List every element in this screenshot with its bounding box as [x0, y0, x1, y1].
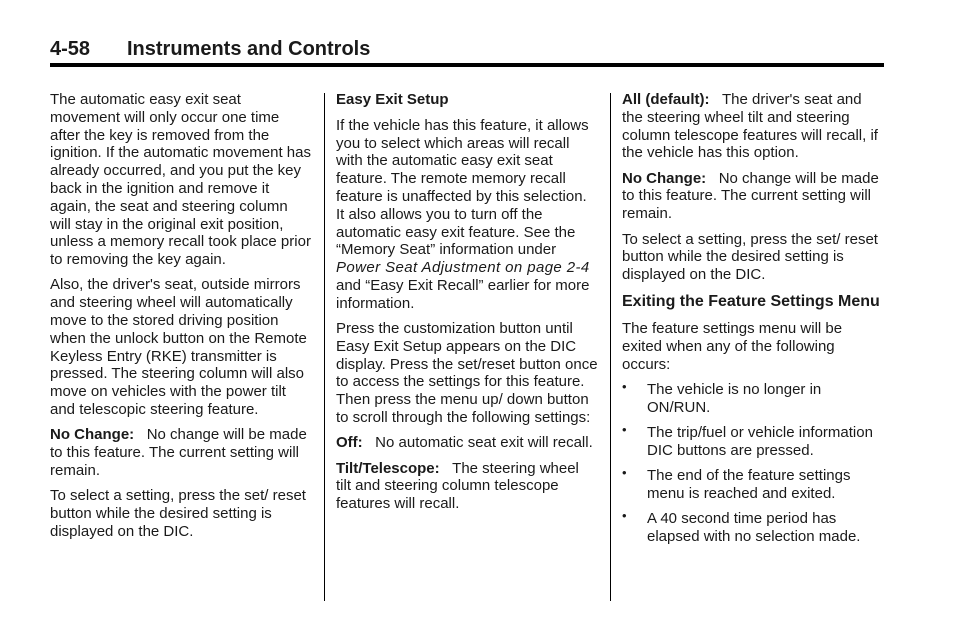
- paragraph: To select a setting, press the set/ reset button while the desired setting is displayed on the DIC.: [50, 487, 306, 540]
- subheading: Easy Exit Setup: [336, 91, 449, 108]
- bullet-icon: •: [622, 378, 627, 394]
- column-1: [50, 91, 312, 548]
- setting-description: The driver's seat and the steering wheel tilt and steering column telescope features will recall, if the vehicle has this option.: [622, 91, 878, 162]
- setting-description: No change will be made to this feature. The current setting will remain.: [50, 426, 307, 479]
- paragraph: [336, 460, 598, 513]
- bullet-icon: •: [622, 508, 627, 524]
- setting-label: All (default):: [622, 91, 710, 108]
- setting-label: No Change:: [622, 169, 707, 187]
- column-divider-1: [324, 93, 325, 601]
- paragraph: [622, 91, 884, 162]
- paragraph-text: If the vehicle has this feature, it allows you to select which areas will recall with the automatic easy exit seat feature. The remote memory recall feature is unaffected by this selection. It also allows you to turn off the automatic easy exit feature. See the “Memory Seat” information under: [336, 116, 589, 259]
- list-item: [622, 378, 884, 417]
- paragraph: [50, 426, 312, 479]
- page-header: [50, 38, 884, 62]
- setting-description: The steering wheel tilt and steering column telescope features will recall.: [336, 459, 579, 513]
- paragraph: [622, 170, 884, 223]
- header-rule: [50, 63, 884, 67]
- paragraph: The feature settings menu will be exited when any of the following occurs:: [622, 319, 843, 373]
- paragraph: To select a setting, press the set/ reset button while the desired setting is displayed on the DIC.: [622, 230, 878, 284]
- column-2: [336, 91, 598, 521]
- setting-label: No Change:: [50, 426, 135, 444]
- list-item: [622, 510, 884, 546]
- paragraph: Press the customization button until Easy Exit Setup appears on the DIC display. Press the set/reset button once to access the settings for this feature. Then press the menu up/ down button to scroll through the following settings:: [336, 320, 598, 427]
- list-item-text: The trip/fuel or vehicle information DIC buttons are pressed.: [647, 423, 873, 459]
- column-divider-2: [610, 93, 611, 601]
- bullet-icon: •: [622, 465, 627, 481]
- cross-reference: Power Seat Adjustment on page 2-4: [336, 259, 590, 277]
- paragraph: The automatic easy exit seat movement will only occur one time after the key is removed from the ignition. If the automatic movement has already occurred, and you put the key back in the ignition and remove it again, the seat and steering column will stay in the original exit position, unless a memory recall took place prior to removing the key again.: [50, 91, 311, 269]
- list-item: [622, 421, 884, 460]
- section-title: Instruments and Controls: [127, 38, 371, 60]
- setting-label: Tilt/Telescope:: [336, 459, 440, 477]
- bullet-list: [622, 378, 884, 546]
- list-item-text: The vehicle is no longer in ON/RUN.: [647, 380, 822, 416]
- list-item-text: A 40 second time period has elapsed with no selection made.: [647, 510, 861, 545]
- page-number: 4-58: [50, 38, 91, 60]
- setting-description: No automatic seat exit will recall.: [375, 434, 593, 452]
- paragraph: Also, the driver's seat, outside mirrors and steering wheel will automatically move to the stored driving position when the unlock button on the Remote Keyless Entry (RKE) transmitter is pressed. The steering column will also move on vehicles with the power tilt and telescopic steering feature.: [50, 276, 307, 419]
- paragraph-text: and “Easy Exit Recall” earlier for more information.: [336, 276, 590, 312]
- bullet-icon: •: [622, 421, 627, 437]
- paragraph: [336, 434, 598, 452]
- setting-label: Off:: [336, 434, 363, 452]
- column-3: [622, 91, 884, 553]
- setting-description: No change will be made to this feature. The current setting will remain.: [622, 169, 879, 223]
- section-heading: Exiting the Feature Settings Menu: [622, 292, 880, 310]
- list-item: [622, 467, 884, 503]
- paragraph: [336, 117, 598, 313]
- list-item-text: The end of the feature settings menu is reached and exited.: [647, 467, 851, 502]
